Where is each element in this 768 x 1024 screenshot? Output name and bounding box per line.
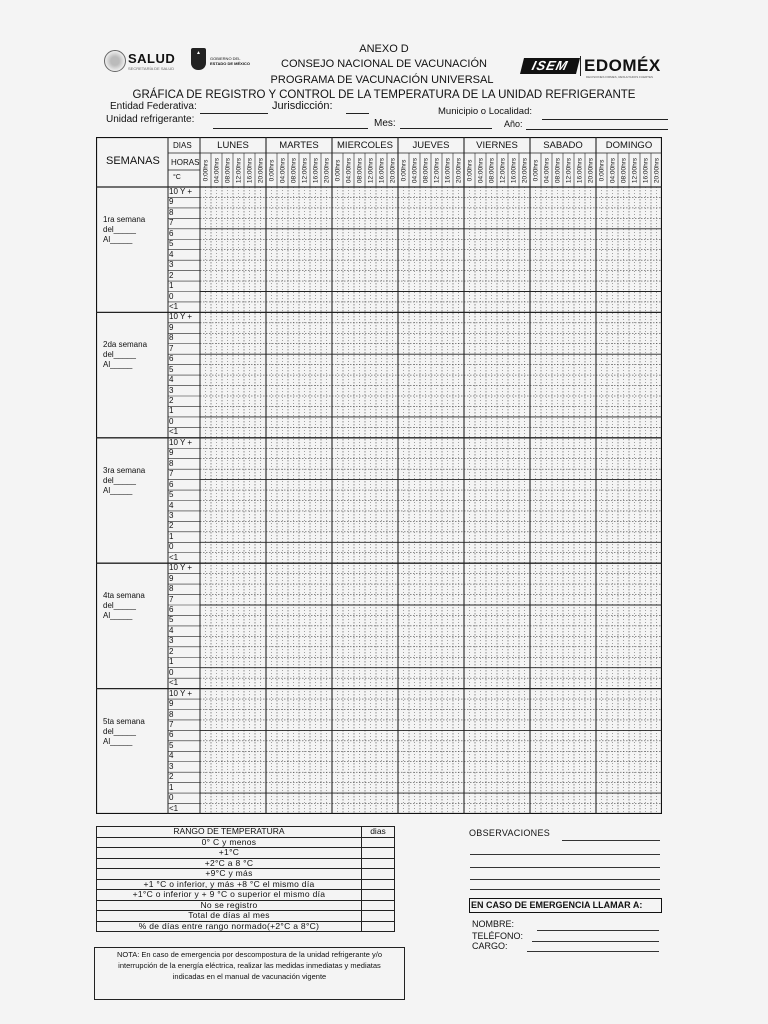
program-title: PROGRAMA DE VACUNACIÓN UNIVERSAL — [270, 74, 494, 86]
temp-label: <1 — [169, 552, 179, 562]
week-label-line: del_____ — [103, 601, 136, 611]
range-table-row — [97, 900, 395, 911]
hour-label: 12:00hrs — [367, 157, 374, 183]
temp-label: 0 — [169, 416, 174, 426]
temp-label: 0 — [169, 667, 174, 677]
temp-label: 5 — [169, 740, 174, 750]
hour-label: 20:00hrs — [653, 157, 660, 183]
temp-label: 2 — [169, 646, 174, 656]
range-table-row — [97, 869, 395, 880]
week-label-line: 2da semana — [103, 340, 148, 350]
hour-label: 04:00hrs — [543, 157, 550, 183]
temp-label: 2 — [169, 772, 174, 782]
hour-label: 08:00hrs — [620, 157, 627, 183]
hour-label: 20:00hrs — [323, 157, 330, 183]
week-label-line: Al_____ — [103, 485, 133, 495]
range-table-row — [97, 858, 395, 869]
week-label-line: del_____ — [103, 225, 136, 234]
temp-label: 8 — [169, 207, 174, 217]
day-label-sabado: SABADO — [543, 140, 583, 151]
range-dias-cell[interactable] — [362, 890, 395, 901]
temp-label: 9 — [169, 322, 174, 332]
anio-field[interactable] — [526, 129, 668, 130]
week-label-line: Al_____ — [103, 611, 133, 621]
hour-label: 20:00hrs — [587, 157, 594, 183]
week-label-line: Al_____ — [103, 736, 133, 746]
temp-label: 9 — [169, 448, 174, 458]
temp-label: 1 — [169, 782, 174, 792]
observaciones-line[interactable] — [470, 879, 660, 880]
temp-label: 10 Y + — [169, 688, 193, 698]
telefono-label: TELÉFONO: — [472, 931, 524, 941]
jurisdiccion-label: Jurisdicción: — [272, 100, 333, 112]
temp-label: 10 Y + — [169, 187, 193, 196]
entidad-field[interactable] — [200, 113, 268, 114]
hour-label: 0:00hrs — [598, 159, 605, 181]
edomex-tagline: DECISIONES FIRMES, RESULTADOS FUERTES — [586, 75, 654, 79]
week-label — [103, 717, 145, 747]
unidad-label: Unidad refrigerante: — [106, 114, 195, 125]
range-dias-cell[interactable] — [362, 911, 395, 922]
range-label-cell: No se registro — [97, 900, 362, 911]
semanas-header: SEMANAS — [106, 155, 160, 167]
temperature-range-table — [96, 826, 395, 932]
week-label-line: Al_____ — [103, 360, 133, 370]
nombre-label: NOMBRE: — [472, 919, 515, 929]
grid-border — [97, 138, 662, 814]
mes-field[interactable] — [400, 128, 492, 129]
temp-label: <1 — [169, 803, 179, 813]
temp-label: 4 — [169, 375, 174, 385]
temp-label: 6 — [169, 228, 174, 238]
temperature-chart — [96, 137, 662, 814]
temp-label: 0 — [169, 542, 174, 552]
emergency-title: EN CASO DE EMERGENCIA LLAMAR A: — [469, 898, 662, 913]
week-label-line: del_____ — [103, 475, 136, 485]
isem-logo: ISEM — [520, 58, 580, 74]
telefono-field[interactable] — [532, 941, 659, 942]
temp-label: 1 — [169, 281, 174, 291]
hour-label: 16:00hrs — [576, 157, 583, 183]
hour-label: 16:00hrs — [378, 157, 385, 183]
range-table-row — [97, 921, 395, 932]
range-table-row — [97, 890, 395, 901]
range-header-cell: RANGO DE TEMPERATURA — [97, 827, 362, 838]
day-label-miercoles: MIERCOLES — [337, 140, 393, 151]
observaciones-line[interactable] — [470, 867, 660, 868]
hour-label: 0:00hrs — [466, 159, 473, 181]
temp-label: 4 — [169, 249, 174, 259]
hour-label: 04:00hrs — [609, 157, 616, 183]
range-table-row — [97, 837, 395, 848]
temp-label: 4 — [169, 751, 174, 761]
temp-label: 6 — [169, 354, 174, 364]
temp-label: 0 — [169, 291, 174, 301]
range-dias-cell[interactable] — [362, 837, 395, 848]
week-label — [103, 215, 145, 245]
salud-logo-text: SALUD — [128, 51, 176, 66]
observaciones-line[interactable] — [470, 854, 660, 855]
unidad-field[interactable] — [213, 128, 368, 129]
temp-label: 8 — [169, 458, 174, 468]
week-label-line: del_____ — [103, 350, 136, 360]
cargo-label: CARGO: — [472, 941, 508, 951]
entidad-label: Entidad Federativa: — [110, 101, 197, 112]
range-dias-cell[interactable] — [362, 848, 395, 859]
temp-label: 3 — [169, 636, 174, 646]
temp-label: 1 — [169, 406, 174, 416]
celsius-header: °C — [173, 174, 181, 181]
hour-label: 04:00hrs — [411, 157, 418, 183]
temp-label: 1 — [169, 657, 174, 667]
range-label-cell: +1 °C o inferior, y más +8 °C el mismo día — [97, 879, 362, 890]
hour-label: 04:00hrs — [345, 157, 352, 183]
hour-label: 08:00hrs — [488, 157, 495, 183]
hour-label: 0:00hrs — [532, 159, 539, 181]
temp-label: 3 — [169, 260, 174, 270]
hour-label: 0:00hrs — [202, 159, 209, 181]
range-table-row — [97, 879, 395, 890]
range-label-cell: % de días entre rango normado(+2°C a 8°C) — [97, 921, 362, 932]
week-label-line: Al_____ — [103, 235, 133, 244]
week-label-line: del_____ — [103, 726, 136, 736]
hour-label: 08:00hrs — [554, 157, 561, 183]
temp-label: 6 — [169, 479, 174, 489]
dias-header-cell: dias — [362, 827, 395, 838]
hour-label: 12:00hrs — [565, 157, 572, 183]
hour-label: 12:00hrs — [499, 157, 506, 183]
note-text: NOTA: En caso de emergencia por descompostura de la unidad refrigerante y/o interrupción de la energía eléctrica, realizar las medidas inmediatas y mediatas indicadas en el manual de vacunación vigente — [116, 950, 382, 981]
annex-title: ANEXO D — [359, 43, 409, 55]
temp-label: <1 — [169, 301, 179, 311]
temp-label: 5 — [169, 239, 174, 249]
salud-logo-subtitle: SECRETARÍA DE SALUD — [128, 66, 175, 71]
range-label-cell: +1°C o inferior y + 9 °C o superior el mismo día — [97, 890, 362, 901]
temp-label: <1 — [169, 678, 179, 688]
gobierno-logo-text: GOBIERNO DEL ESTADO DE MÉXICO — [210, 56, 250, 66]
temp-label: 7 — [169, 343, 174, 353]
temp-label: 7 — [169, 218, 174, 228]
municipio-label: Municipio o Localidad: — [438, 106, 533, 117]
hour-label: 08:00hrs — [224, 157, 231, 183]
temp-label: 3 — [169, 761, 174, 771]
range-label-cell: +1°C — [97, 848, 362, 859]
temp-label: 3 — [169, 385, 174, 395]
cargo-field[interactable] — [527, 951, 659, 952]
observaciones-line[interactable] — [470, 889, 660, 890]
range-dias-cell[interactable] — [362, 900, 395, 911]
temp-label: 10 Y + — [169, 563, 193, 573]
temp-label: 6 — [169, 730, 174, 740]
hour-label: 16:00hrs — [246, 157, 253, 183]
temp-label: 5 — [169, 364, 174, 374]
temp-label: 1 — [169, 531, 174, 541]
hour-label: 16:00hrs — [312, 157, 319, 183]
range-label-cell: Total de días al mes — [97, 911, 362, 922]
range-dias-cell[interactable] — [362, 879, 395, 890]
hour-label: 12:00hrs — [235, 157, 242, 183]
hour-label: 20:00hrs — [389, 157, 396, 183]
hour-label: 0:00hrs — [400, 159, 407, 181]
municipio-field[interactable] — [542, 119, 668, 120]
mes-label: Mes: — [374, 118, 396, 129]
temp-label: 8 — [169, 584, 174, 594]
chart-grid — [96, 137, 662, 814]
temp-label: 5 — [169, 490, 174, 500]
week-label — [103, 591, 145, 621]
week-label-line: 4ta semana — [103, 591, 145, 601]
hour-label: 04:00hrs — [477, 157, 484, 183]
day-label-domingo: DOMINGO — [605, 140, 653, 151]
hour-label: 0:00hrs — [268, 159, 275, 181]
temp-label: 7 — [169, 719, 174, 729]
week-label-line: 5ta semana — [103, 716, 145, 726]
hour-label: 12:00hrs — [631, 157, 638, 183]
range-dias-cell[interactable] — [362, 869, 395, 880]
hour-label: 16:00hrs — [510, 157, 517, 183]
temp-label: 10 Y + — [169, 312, 193, 322]
range-table-row — [97, 848, 395, 859]
dias-header: DIAS — [173, 141, 192, 150]
emergency-note — [94, 947, 405, 1000]
day-label-jueves: JUEVES — [412, 140, 450, 151]
temp-label: 8 — [169, 709, 174, 719]
temp-label: 2 — [169, 270, 174, 280]
hour-label: 08:00hrs — [356, 157, 363, 183]
temp-label: 4 — [169, 500, 174, 510]
nombre-field[interactable] — [537, 930, 659, 931]
temp-label: 2 — [169, 521, 174, 531]
horas-header: HORAS — [171, 158, 200, 167]
range-dias-cell[interactable] — [362, 858, 395, 869]
temp-label: 2 — [169, 396, 174, 405]
range-label-cell: +9°C y más — [97, 869, 362, 880]
temp-label: 0 — [169, 793, 174, 803]
hour-label: 20:00hrs — [455, 157, 462, 183]
temp-label: 9 — [169, 573, 174, 583]
week-label — [103, 340, 147, 370]
temp-label: 7 — [169, 594, 174, 604]
hour-label: 16:00hrs — [642, 157, 649, 183]
hour-label: 08:00hrs — [290, 157, 297, 183]
week-label-line: 3ra semana — [103, 465, 146, 475]
hour-label: 08:00hrs — [422, 157, 429, 183]
hour-label: 20:00hrs — [257, 157, 264, 183]
temp-label: 8 — [169, 333, 174, 343]
hour-label: 04:00hrs — [213, 157, 220, 183]
week-label — [103, 466, 145, 496]
jurisdiccion-field[interactable] — [346, 113, 369, 114]
range-table-header — [97, 827, 395, 838]
range-table-row — [97, 911, 395, 922]
temp-label: 5 — [169, 615, 174, 625]
temp-label: 7 — [169, 469, 174, 479]
hour-label: 20:00hrs — [521, 157, 528, 183]
week-label-line: 1ra semana — [103, 215, 146, 224]
temp-label: 4 — [169, 625, 174, 635]
edomex-logo: EDOMÉX — [584, 56, 661, 75]
temp-label: 9 — [169, 197, 174, 207]
temp-label: 10 Y + — [169, 437, 193, 447]
temp-label: 6 — [169, 605, 174, 614]
range-label-cell: 0° C y menos — [97, 837, 362, 848]
hour-label: 12:00hrs — [301, 157, 308, 183]
range-dias-cell[interactable] — [362, 921, 395, 932]
day-label-lunes: LUNES — [217, 140, 249, 151]
day-label-martes: MARTES — [279, 140, 319, 151]
hour-label: 12:00hrs — [433, 157, 440, 183]
range-label-cell: +2°C a 8 °C — [97, 858, 362, 869]
council-title: CONSEJO NACIONAL DE VACUNACIÓN — [281, 58, 487, 70]
hour-label: 04:00hrs — [279, 157, 286, 183]
day-label-viernes: VIERNES — [476, 140, 518, 151]
temp-label: 3 — [169, 510, 174, 520]
observaciones-line[interactable] — [562, 840, 660, 841]
observaciones-label: OBSERVACIONES — [469, 828, 551, 838]
temp-label: 9 — [169, 699, 174, 709]
edomex-shield-icon: ▲ — [191, 48, 206, 70]
hour-label: 16:00hrs — [444, 157, 451, 183]
document-title: GRÁFICA DE REGISTRO Y CONTROL DE LA TEMPERATURA DE LA UNIDAD REFRIGERANTE — [132, 89, 636, 101]
hour-label: 0:00hrs — [334, 159, 341, 181]
temp-label: <1 — [169, 427, 179, 437]
anio-label: Año: — [504, 119, 523, 129]
